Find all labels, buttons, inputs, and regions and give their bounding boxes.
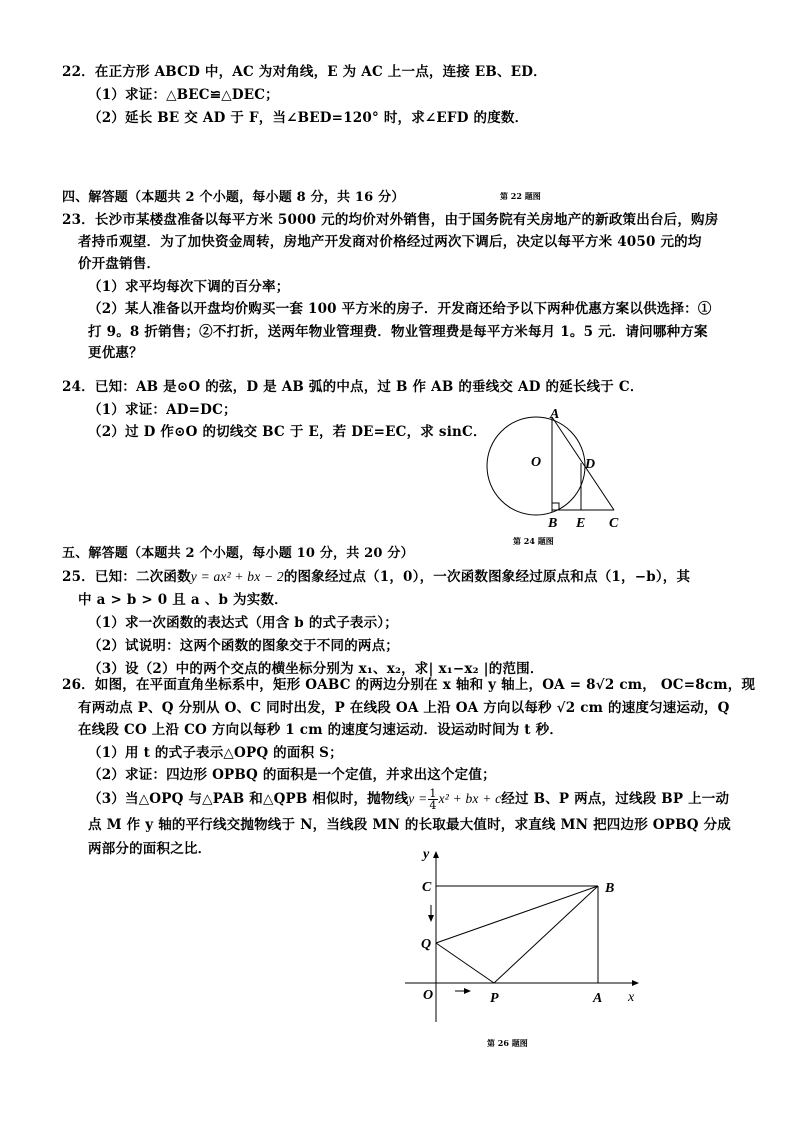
segment-pb	[494, 886, 598, 983]
q25-stem-end: 的图象经过点（1，0），一次函数图象经过原点和点（1，−b），其	[283, 569, 691, 585]
label-c: C	[422, 880, 432, 895]
q23-line-1: 23．长沙市某楼盘准备以每平方米 5000 元的均价对外销售，由于国务院有关房地产的新政策出台后，购房	[62, 212, 719, 228]
q26-stem-line-2: 有两动点 P、Q 分别从 O、C 同时出发，P 在线段 OA 上沿 OA 方向以每秒 √2 cm 的速度匀速运动，Q	[78, 700, 730, 716]
q25-part2: （2）试说明：这两个函数的图象交于不同的两点；	[88, 638, 399, 654]
segment-qp	[436, 943, 494, 983]
label-d: D	[585, 457, 596, 472]
q23-part2-line-2: 打 9。8 折销售；②不打折，送两年物业管理费．物业管理费是每平方米每月 1。5 元．请问哪种方案	[88, 324, 708, 340]
q26-stem-line-1: 26．如图，在平面直角坐标系中，矩形 OABC 的两边分别在 x 轴和 y 轴上，OA = 8√2 cm， OC=8cm，现	[62, 677, 756, 693]
label-p: P	[490, 991, 499, 1006]
q25-part3: （3）设（2）中的两个交点的横坐标分别为 x₁、x₂，求| x₁−x₂ |的范围．	[88, 661, 544, 677]
q23-line-2: 者持币观望．为了加快资金周转，房地产开发商对价格经过两次下调后，决定以每平方米 4050 元的均	[78, 234, 702, 250]
fraction-denominator: 4	[429, 799, 437, 812]
parabola-y: y =	[408, 791, 428, 806]
q24-part2: （2）过 D 作⊙O 的切线交 BC 于 E，若 DE=EC，求 sinC．	[88, 424, 487, 440]
label-q: Q	[421, 937, 432, 952]
q24-stem: 24．已知：AB 是⊙O 的弦，D 是 AB 弧的中点，过 B 作 AB 的垂线交 AD 的延长线于 C．	[62, 379, 644, 395]
q22-part2: （2）延长 BE 交 AD 于 F，当∠BED=120° 时，求∠EFD 的度数．	[88, 110, 529, 126]
section-5-heading: 五、解答题（本题共 2 个小题，每小题 10 分，共 20 分）	[62, 546, 414, 561]
label-c: C	[609, 516, 619, 531]
q25-stem-start: 25．已知：二次函数	[62, 569, 191, 585]
label-o: O	[423, 988, 434, 1003]
q26-part1: （1）用 t 的式子表示△OPQ 的面积 S；	[88, 745, 343, 761]
q26-part3-line-2: 点 M 作 y 轴的平行线交抛物线于 N，当线段 MN 的长取最大值时，求直线 MN 把四边形 OPBQ 分成	[88, 817, 731, 833]
q26-part3-line-3: 两部分的面积之比．	[88, 841, 212, 857]
label-a: A	[593, 991, 603, 1006]
q26-figure-caption: 第 26 题图	[487, 1038, 528, 1048]
q23-part2-line-3: 更优惠？	[88, 345, 143, 361]
label-e: E	[576, 516, 586, 531]
q22-figure-caption: 第 22 题图	[500, 191, 541, 201]
parabola-rest: x² + bx + c	[438, 791, 502, 806]
q26-part3-start: （3）当△OPQ 与△PAB 和△QPB 相似时，抛物线	[88, 791, 409, 807]
label-o: O	[531, 455, 542, 470]
quadratic-formula: y = ax² + bx − 2	[190, 569, 284, 584]
q24-part1: （1）求证：AD=DC；	[88, 402, 237, 418]
q25-part1: （1）求一次函数的表达式（用含 b 的式子表示）；	[88, 615, 398, 631]
q23-line-3: 价开盘销售．	[78, 256, 161, 272]
section-4-heading: 四、解答题（本题共 2 个小题，每小题 8 分，共 16 分）	[62, 190, 405, 205]
q22-part1: （1）求证：△BEC≌△DEC；	[88, 87, 279, 103]
label-b: B	[605, 881, 615, 896]
q23-part2-line-1: （2）某人准备以开盘均价购买一套 100 平方米的房子．开发商还给予以下两种优惠方案以供选择：①	[88, 301, 712, 317]
segment-qb	[436, 886, 598, 943]
q25-stem-line-2: 中 a > b > 0 且 a 、b 为实数．	[78, 592, 288, 608]
q24-figure-caption: 第 24 题图	[513, 536, 554, 546]
q22-stem: 22．在正方形 ABCD 中，AC 为对角线，E 为 AC 上一点，连接 EB、ED．	[62, 64, 547, 80]
q26-part2: （2）求证：四边形 OPBQ 的面积是一个定值，并求出这个定值；	[88, 767, 496, 783]
label-x: x	[628, 990, 635, 1005]
q26-stem-line-3: 在线段 CO 上沿 CO 方向以每秒 1 cm 的速度匀速运动．设运动时间为 t 秒．	[78, 722, 564, 738]
label-a: A	[550, 407, 560, 422]
label-y: y	[423, 847, 430, 862]
q23-part1: （1）求平均每次下调的百分率；	[88, 279, 290, 295]
q26-part3-end: 经过 B、P 两点，过线段 BP 上一动	[501, 791, 730, 807]
fraction-numerator: 1	[429, 787, 437, 800]
label-b: B	[548, 516, 558, 531]
